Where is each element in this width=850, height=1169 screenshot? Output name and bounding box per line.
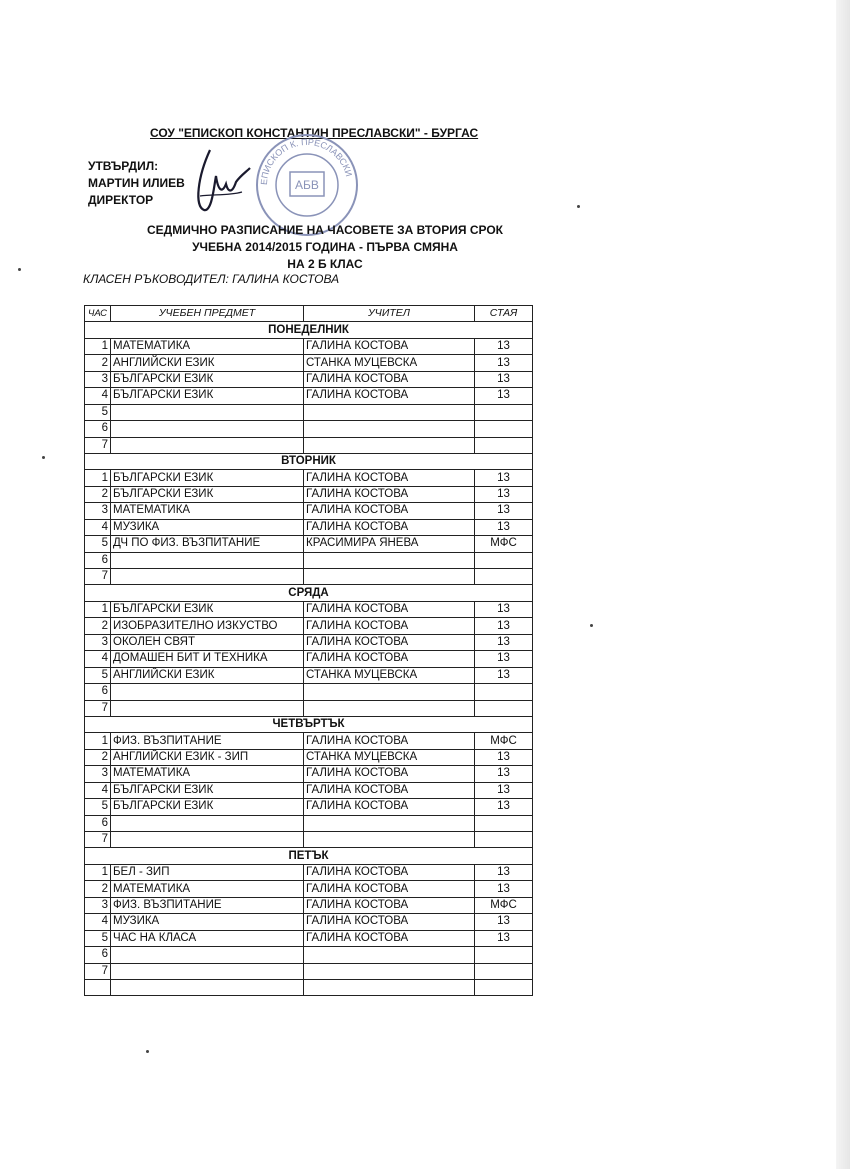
hour-cell: 2 (85, 486, 111, 502)
teacher-cell: ГАЛИНА КОСТОВА (304, 618, 475, 634)
subject-cell (111, 404, 304, 420)
table-row (85, 371, 533, 387)
teacher-cell (304, 421, 475, 437)
subject-cell (111, 979, 304, 995)
room-cell: 13 (475, 864, 533, 880)
subject-cell (111, 421, 304, 437)
room-cell (475, 421, 533, 437)
table-row (85, 733, 533, 749)
hour-cell: 3 (85, 634, 111, 650)
teacher-cell: ГАЛИНА КОСТОВА (304, 388, 475, 404)
hour-cell: 4 (85, 388, 111, 404)
signature-image (192, 146, 252, 216)
table-row (85, 503, 533, 519)
teacher-cell (304, 832, 475, 848)
subject-cell: БЪЛГАРСКИ ЕЗИК (111, 601, 304, 617)
scan-speck (146, 1050, 149, 1053)
subject-cell: АНГЛИЙСКИ ЕЗИК (111, 667, 304, 683)
hour-cell: 3 (85, 503, 111, 519)
hour-cell: 1 (85, 470, 111, 486)
room-cell: 13 (475, 914, 533, 930)
day-header-row (85, 322, 533, 338)
table-row (85, 470, 533, 486)
schedule-title (110, 222, 540, 273)
table-row (85, 519, 533, 535)
room-cell: 13 (475, 634, 533, 650)
room-cell: 13 (475, 338, 533, 354)
subject-cell: ЧАС НА КЛАСА (111, 930, 304, 946)
teacher-cell (304, 815, 475, 831)
teacher-cell: ГАЛИНА КОСТОВА (304, 914, 475, 930)
room-cell: 13 (475, 601, 533, 617)
subject-cell: МАТЕМАТИКА (111, 881, 304, 897)
subject-cell (111, 552, 304, 568)
teacher-cell: ГАЛИНА КОСТОВА (304, 519, 475, 535)
hour-cell: 3 (85, 766, 111, 782)
subject-cell: ДЧ ПО ФИЗ. ВЪЗПИТАНИЕ (111, 536, 304, 552)
room-cell (475, 552, 533, 568)
hour-cell: 4 (85, 914, 111, 930)
room-cell: 13 (475, 782, 533, 798)
subject-cell (111, 832, 304, 848)
teacher-cell: ГАЛИНА КОСТОВА (304, 503, 475, 519)
subject-cell (111, 815, 304, 831)
teacher-cell: ГАЛИНА КОСТОВА (304, 864, 475, 880)
subject-cell: МУЗИКА (111, 914, 304, 930)
title-line-3: НА 2 Б КЛАС (287, 257, 363, 271)
subject-cell (111, 700, 304, 716)
teacher-cell: ГАЛИНА КОСТОВА (304, 651, 475, 667)
subject-cell: МАТЕМАТИКА (111, 766, 304, 782)
teacher-cell: ГАЛИНА КОСТОВА (304, 733, 475, 749)
hour-cell: 2 (85, 749, 111, 765)
stamp-text: ЕПИСКОП К. ПРЕСЛАВСКИ (258, 136, 355, 186)
room-cell: 13 (475, 667, 533, 683)
teacher-cell: ГАЛИНА КОСТОВА (304, 799, 475, 815)
room-cell: 13 (475, 388, 533, 404)
hour-cell: 1 (85, 864, 111, 880)
scan-speck (42, 456, 45, 459)
teacher-cell (304, 979, 475, 995)
subject-cell: БЪЛГАРСКИ ЕЗИК (111, 371, 304, 387)
room-cell: 13 (475, 766, 533, 782)
header-row (85, 306, 533, 322)
teacher-cell: ГАЛИНА КОСТОВА (304, 766, 475, 782)
hour-cell: 5 (85, 930, 111, 946)
subject-cell: ИЗОБРАЗИТЕЛНО ИЗКУСТВО (111, 618, 304, 634)
scan-speck (590, 624, 593, 627)
table-row (85, 552, 533, 568)
room-cell: 13 (475, 930, 533, 946)
teacher-cell: ГАЛИНА КОСТОВА (304, 897, 475, 913)
hour-cell: 3 (85, 371, 111, 387)
day-name: СРЯДА (85, 585, 533, 601)
room-cell (475, 569, 533, 585)
header-teacher: УЧИТЕЛ (304, 306, 475, 322)
title-line-2: УЧЕБНА 2014/2015 ГОДИНА - ПЪРВА СМЯНА (192, 240, 458, 254)
subject-cell: ФИЗ. ВЪЗПИТАНИЕ (111, 897, 304, 913)
subject-cell (111, 963, 304, 979)
subject-cell: ДОМАШЕН БИТ И ТЕХНИКА (111, 651, 304, 667)
subject-cell (111, 947, 304, 963)
table-row (85, 947, 533, 963)
table-row (85, 404, 533, 420)
teacher-cell (304, 552, 475, 568)
day-header-row (85, 848, 533, 864)
schedule-table (84, 305, 533, 996)
table-row (85, 815, 533, 831)
day-header-row (85, 716, 533, 732)
approval-block (88, 158, 185, 209)
table-row (85, 864, 533, 880)
header-hour: ЧАС (85, 306, 111, 322)
table-row (85, 782, 533, 798)
subject-cell: БЪЛГАРСКИ ЕЗИК (111, 470, 304, 486)
title-line-1: СЕДМИЧНО РАЗПИСАНИЕ НА ЧАСОВЕТЕ ЗА ВТОРИЯ СРОК (146, 223, 503, 237)
day-name: ЧЕТВЪРТЪК (85, 716, 533, 732)
hour-cell: 7 (85, 700, 111, 716)
hour-cell: 1 (85, 338, 111, 354)
hour-cell: 6 (85, 815, 111, 831)
hour-cell: 7 (85, 437, 111, 453)
room-cell: 13 (475, 799, 533, 815)
table-row (85, 651, 533, 667)
scan-speck (18, 268, 21, 271)
table-row (85, 700, 533, 716)
hour-cell: 6 (85, 947, 111, 963)
teacher-cell: ГАЛИНА КОСТОВА (304, 338, 475, 354)
hour-cell: 4 (85, 651, 111, 667)
scan-speck (577, 205, 580, 208)
stamp-inner: АБВ (295, 178, 319, 192)
hour-cell: 5 (85, 667, 111, 683)
day-name: ПОНЕДЕЛНИК (85, 322, 533, 338)
room-cell: 13 (475, 355, 533, 371)
hour-cell: 6 (85, 684, 111, 700)
table-row (85, 437, 533, 453)
teacher-cell (304, 684, 475, 700)
table-row (85, 832, 533, 848)
day-header-row (85, 453, 533, 469)
hour-cell: 1 (85, 601, 111, 617)
header-subject: УЧЕБЕН ПРЕДМЕТ (111, 306, 304, 322)
teacher-cell (304, 569, 475, 585)
class-teacher: КЛАСЕН РЪКОВОДИТЕЛ: ГАЛИНА КОСТОВА (83, 272, 340, 286)
hour-cell (85, 979, 111, 995)
teacher-cell: СТАНКА МУЦЕВСКА (304, 749, 475, 765)
teacher-cell: ГАЛИНА КОСТОВА (304, 782, 475, 798)
hour-cell: 5 (85, 404, 111, 420)
teacher-cell: ГАЛИНА КОСТОВА (304, 371, 475, 387)
hour-cell: 5 (85, 799, 111, 815)
subject-cell: МУЗИКА (111, 519, 304, 535)
teacher-cell (304, 963, 475, 979)
hour-cell: 2 (85, 618, 111, 634)
room-cell (475, 815, 533, 831)
hour-cell: 6 (85, 552, 111, 568)
subject-cell: БЪЛГАРСКИ ЕЗИК (111, 486, 304, 502)
subject-cell: АНГЛИЙСКИ ЕЗИК - ЗИП (111, 749, 304, 765)
table-row (85, 601, 533, 617)
subject-cell (111, 569, 304, 585)
school-name: СОУ "ЕПИСКОП КОНСТАНТИН ПРЕСЛАВСКИ" - БУРГАС (150, 126, 479, 140)
room-cell: 13 (475, 651, 533, 667)
room-cell (475, 963, 533, 979)
room-cell: 13 (475, 749, 533, 765)
teacher-cell (304, 404, 475, 420)
table-row (85, 684, 533, 700)
hour-cell: 5 (85, 536, 111, 552)
table-row (85, 667, 533, 683)
subject-cell: ФИЗ. ВЪЗПИТАНИЕ (111, 733, 304, 749)
teacher-cell: СТАНКА МУЦЕВСКА (304, 667, 475, 683)
room-cell: 13 (475, 618, 533, 634)
room-cell: МФС (475, 897, 533, 913)
room-cell (475, 437, 533, 453)
table-row (85, 338, 533, 354)
room-cell (475, 404, 533, 420)
table-row (85, 355, 533, 371)
subject-cell: БЕЛ - ЗИП (111, 864, 304, 880)
subject-cell: АНГЛИЙСКИ ЕЗИК (111, 355, 304, 371)
hour-cell: 4 (85, 519, 111, 535)
table-row (85, 421, 533, 437)
table-row (85, 749, 533, 765)
director-name: МАРТИН ИЛИЕВ (88, 176, 185, 190)
director-title: ДИРЕКТОР (88, 193, 154, 207)
day-header-row (85, 585, 533, 601)
table-row (85, 634, 533, 650)
room-cell (475, 700, 533, 716)
room-cell (475, 832, 533, 848)
teacher-cell (304, 947, 475, 963)
room-cell (475, 947, 533, 963)
room-cell: 13 (475, 371, 533, 387)
table-row (85, 914, 533, 930)
table-row (85, 486, 533, 502)
teacher-cell: ГАЛИНА КОСТОВА (304, 634, 475, 650)
hour-cell: 2 (85, 355, 111, 371)
subject-cell (111, 437, 304, 453)
subject-cell (111, 684, 304, 700)
room-cell: 13 (475, 881, 533, 897)
hour-cell: 3 (85, 897, 111, 913)
subject-cell: БЪЛГАРСКИ ЕЗИК (111, 782, 304, 798)
hour-cell: 7 (85, 963, 111, 979)
room-cell (475, 979, 533, 995)
teacher-cell: ГАЛИНА КОСТОВА (304, 881, 475, 897)
approval-label: УТВЪРДИЛ: (88, 159, 159, 173)
hour-cell: 7 (85, 832, 111, 848)
day-name: ПЕТЪК (85, 848, 533, 864)
hour-cell: 7 (85, 569, 111, 585)
table-row (85, 930, 533, 946)
table-row (85, 963, 533, 979)
table-row (85, 897, 533, 913)
table-row (85, 766, 533, 782)
teacher-cell: ГАЛИНА КОСТОВА (304, 601, 475, 617)
room-cell (475, 684, 533, 700)
room-cell: 13 (475, 503, 533, 519)
subject-cell: ОКОЛЕН СВЯТ (111, 634, 304, 650)
teacher-cell: КРАСИМИРА ЯНЕВА (304, 536, 475, 552)
header-room: СТАЯ (475, 306, 533, 322)
table-row (85, 388, 533, 404)
table-row (85, 536, 533, 552)
hour-cell: 6 (85, 421, 111, 437)
teacher-cell (304, 700, 475, 716)
subject-cell: БЪЛГАРСКИ ЕЗИК (111, 388, 304, 404)
table-row (85, 979, 533, 995)
hour-cell: 2 (85, 881, 111, 897)
scan-edge (836, 0, 850, 1169)
room-cell: 13 (475, 486, 533, 502)
room-cell: 13 (475, 470, 533, 486)
room-cell: МФС (475, 536, 533, 552)
teacher-cell: ГАЛИНА КОСТОВА (304, 930, 475, 946)
teacher-cell: СТАНКА МУЦЕВСКА (304, 355, 475, 371)
subject-cell: МАТЕМАТИКА (111, 338, 304, 354)
table-row (85, 569, 533, 585)
table-row (85, 618, 533, 634)
hour-cell: 1 (85, 733, 111, 749)
subject-cell: МАТЕМАТИКА (111, 503, 304, 519)
table-row (85, 881, 533, 897)
subject-cell: БЪЛГАРСКИ ЕЗИК (111, 799, 304, 815)
day-name: ВТОРНИК (85, 453, 533, 469)
table-row (85, 799, 533, 815)
teacher-cell (304, 437, 475, 453)
room-cell: 13 (475, 519, 533, 535)
room-cell: МФС (475, 733, 533, 749)
hour-cell: 4 (85, 782, 111, 798)
schedule-body (85, 322, 533, 996)
teacher-cell: ГАЛИНА КОСТОВА (304, 486, 475, 502)
teacher-cell: ГАЛИНА КОСТОВА (304, 470, 475, 486)
